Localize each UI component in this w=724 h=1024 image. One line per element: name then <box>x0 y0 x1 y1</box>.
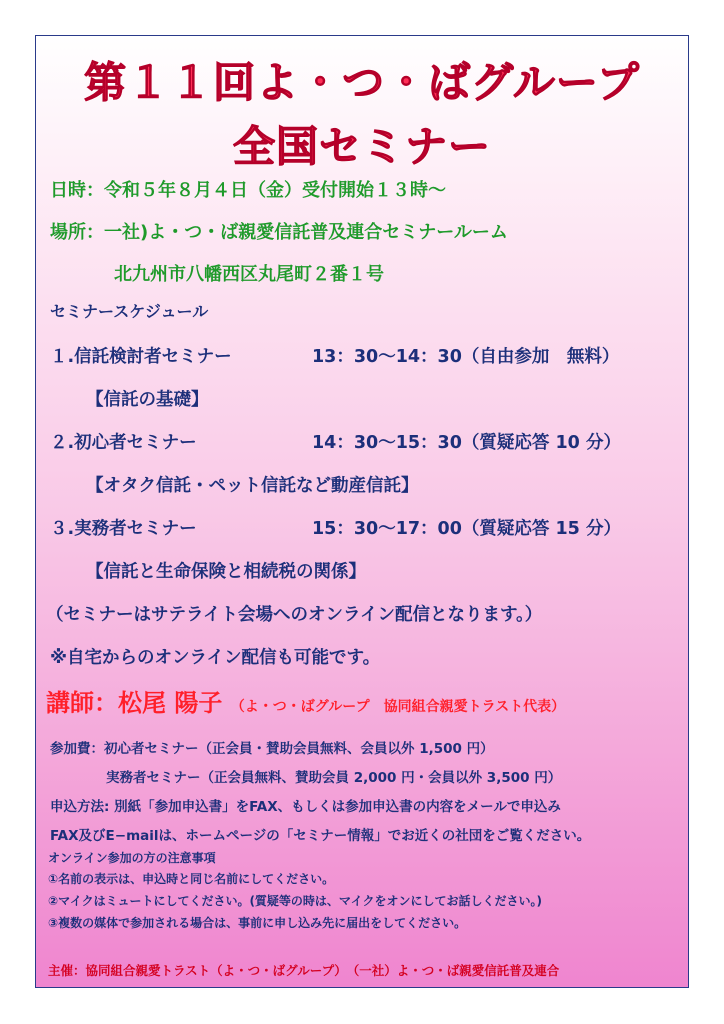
online-notes-heading: オンライン参加の方の注意事項 <box>48 851 216 865</box>
fee-line-1: 参加費：初心者セミナー（正会員・賛助会員無料、会員以外 1,500 円） <box>50 741 494 757</box>
schedule-item-1-name: １.信託検討者セミナー <box>50 347 232 367</box>
online-note-3: ③複数の媒体で参加される場合は、事前に申し込み先に届出をしてください。 <box>48 916 467 930</box>
title-line-2: 全国セミナー <box>232 122 491 171</box>
event-datetime: 日時：令和５年８月４日（金）受付開始１３時〜 <box>50 180 446 201</box>
online-note-2: ②マイクはミュートにしてください。(質疑等の時は、マイクをオンにしてお話しください。) <box>48 894 542 908</box>
organizer: 主催：協同組合親愛トラスト（よ・つ・ばグループ） （一社）よ・つ・ば親愛信託普及連合 <box>48 963 560 978</box>
schedule-item-3-time: 15：30〜17：00（質疑応答 15 分） <box>312 519 621 539</box>
schedule-item-1-time: 13：30〜14：30（自由参加 無料） <box>312 347 620 367</box>
venue-address: 北九州市八幡西区丸尾町２番１号 <box>114 264 384 285</box>
title-line-1: 第１１回よ・つ・ばグループ <box>84 58 640 107</box>
seminar-poster <box>35 35 689 988</box>
schedule-item-3-name: ３.実務者セミナー <box>50 519 197 539</box>
lecturer-name: 講師：松尾 陽子 <box>46 689 223 717</box>
fee-line-2: 実務者セミナー（正会員無料、賛助会員 2,000 円・会員以外 3,500 円） <box>106 770 562 786</box>
schedule-item-3-topic: 【信託と生命保険と相続税の関係】 <box>86 562 366 582</box>
schedule-item-2-topic: 【オタク信託・ペット信託など動産信託】 <box>86 476 419 496</box>
venue-line-1: 場所：一社)よ・つ・ば親愛信託普及連合セミナールーム <box>50 222 508 243</box>
apply-contact: FAX及びE−mailは、ホームページの「セミナー情報」でお近くの社団をご覧ください。 <box>50 828 591 844</box>
schedule-item-2-time: 14：30〜15：30（質疑応答 10 分） <box>312 433 621 453</box>
schedule-heading: セミナースケジュール <box>50 302 209 321</box>
home-delivery-note: ※自宅からのオンライン配信も可能です。 <box>50 648 381 668</box>
schedule-item-2-name: ２.初心者セミナー <box>50 433 197 453</box>
apply-method: 申込方法: 別紙「参加申込書」をFAX、もしくは参加申込書の内容をメールで申込み <box>50 799 561 815</box>
schedule-item-2 <box>50 429 680 454</box>
schedule-item-1 <box>50 343 680 368</box>
lecturer-affiliation: （よ・つ・ばグループ 協同組合親愛トラスト代表） <box>230 699 566 715</box>
schedule-item-3 <box>50 515 680 540</box>
online-delivery-note: （セミナーはサテライト会場へのオンライン配信となります。） <box>46 605 543 625</box>
schedule-item-1-topic: 【信託の基礎】 <box>86 390 209 410</box>
online-note-1: ①名前の表示は、申込時と同じ名前にしてください。 <box>48 872 335 886</box>
lecturer <box>46 683 565 718</box>
